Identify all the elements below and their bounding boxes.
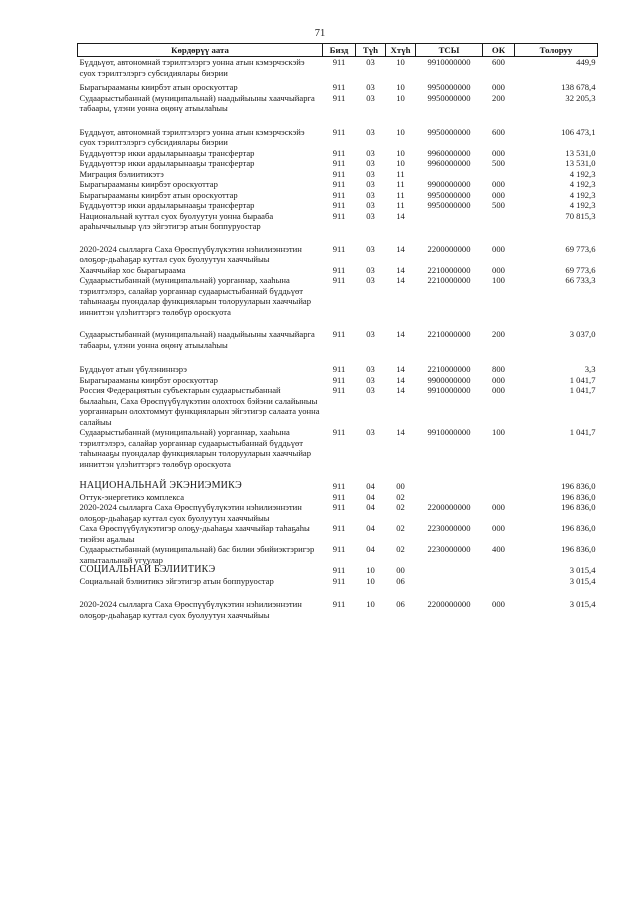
row-expense-type: 000 — [492, 189, 505, 200]
row-amount: 3 015,4 — [569, 575, 596, 586]
row-amount: 66 733,3 — [565, 275, 596, 285]
row-target-article: 9950000000 — [427, 126, 471, 137]
row-expense-type — [483, 211, 515, 232]
row-section: 04 — [366, 481, 375, 491]
row-target-article — [416, 576, 483, 587]
row-target-article — [416, 211, 483, 232]
table-row — [78, 275, 598, 317]
row-name: Россия Федерациятын субъектарын судаарыстыбаннай былааһын, Саха Өрөспүүбүлүкэтин олохтоох бэйэни салайыныы уорганнарын олохтоммут функцияларын эйгэтигэр салаата уонна салайыы — [79, 385, 320, 427]
table-section-row — [78, 565, 598, 576]
row-expense-type: 200 — [492, 329, 505, 339]
table-row — [78, 350, 598, 375]
row-expense-type: 000 — [492, 374, 505, 385]
row-name: НАЦИОНАЛЬНАЙ ЭКЭНИЭМИКЭ — [79, 480, 242, 491]
row-section: 03 — [366, 329, 375, 339]
row-expense-type: 600 — [492, 126, 505, 137]
row-section: 04 — [366, 502, 375, 512]
table-row — [78, 265, 598, 276]
row-subsection: 14 — [396, 264, 405, 275]
row-target-article — [416, 565, 483, 576]
row-section: 03 — [366, 275, 375, 285]
row-subsection: 00 — [396, 481, 405, 491]
row-vedomstvo: 911 — [332, 92, 346, 103]
row-expense-type: 000 — [492, 82, 505, 92]
row-target-article: 9950000000 — [427, 82, 471, 92]
row-target-article: 2210000000 — [427, 264, 471, 275]
row-expense-type — [483, 492, 515, 503]
table-row — [78, 544, 598, 565]
table-row — [78, 179, 598, 190]
row-subsection: 00 — [396, 565, 405, 575]
row-target-article: 9960000000 — [427, 147, 471, 158]
table-row — [78, 375, 598, 386]
row-subsection: 14 — [396, 275, 405, 285]
header-tuh: Түһ — [356, 44, 386, 57]
row-section: 03 — [366, 364, 375, 374]
row-name: Судаарыстыбаннай (муниципальнай) бас билии эбийиэктэригэр хапытаалынай угуулар — [79, 544, 315, 565]
row-section: 03 — [366, 243, 375, 254]
row-target-article — [416, 469, 483, 492]
table-row — [78, 211, 598, 232]
row-expense-type: 000 — [492, 264, 505, 275]
table-row — [78, 93, 598, 114]
row-amount: 196 836,0 — [561, 481, 596, 491]
header-amount: Толоруу — [515, 44, 598, 57]
row-amount: 3 015,4 — [569, 565, 596, 575]
row-name: Бүддьүөт, автономнай тэрилтэлэргэ уонна атын кэмэрчэскэйэ суох тэрилтэлэргэ субсидиялары биэрии — [79, 57, 305, 78]
row-section: 03 — [366, 264, 375, 275]
row-expense-type: 100 — [492, 275, 505, 285]
row-name: Бүддьүөт, автономнай тэрилтэлэргэ уонна атын кэмэрчэскэйэ суох тэрилтэлэргэ субсидиялары биэрии — [79, 126, 305, 147]
row-vedomstvo: 911 — [332, 364, 346, 374]
row-section: 03 — [366, 210, 375, 221]
row-amount: 13 531,0 — [565, 158, 596, 168]
row-subsection: 02 — [396, 491, 405, 502]
row-target-article: 2200000000 — [427, 243, 471, 254]
row-vedomstvo: 911 — [332, 575, 346, 586]
row-expense-type — [483, 565, 515, 576]
row-subsection: 02 — [396, 523, 405, 533]
row-target-article: 9950000000 — [427, 92, 471, 103]
row-section: 03 — [366, 57, 375, 67]
row-target-article: 2230000000 — [427, 523, 471, 533]
row-expense-type: 100 — [492, 427, 505, 437]
row-section: 03 — [366, 126, 375, 137]
row-subsection: 11 — [396, 168, 405, 179]
row-amount: 449,9 — [576, 57, 596, 67]
row-name: Бырагырааманы киирбэт ороскуоттар — [79, 374, 218, 385]
row-amount: 3,3 — [584, 364, 596, 374]
row-name: Хааччыйар хос бырагыраама — [79, 264, 186, 275]
row-subsection: 06 — [396, 599, 405, 609]
row-name: Судаарыстыбаннай (муниципальнай) уорганнар, хааһына тэрилтэлэрэ, салайар уорганнар судаарыстыбаннай бүддьүөт таһынааҕы пуондалар функцияларын толорууларын хааччыйар инниттэн үлэһиттэргэ төлөбүр ороскуота — [79, 275, 312, 317]
row-amount: 32 205,3 — [565, 92, 596, 103]
table-row — [78, 78, 598, 93]
row-name: Бүддьүөт атын үбүлэниннэрэ — [79, 364, 187, 374]
row-section: 04 — [366, 523, 375, 533]
row-amount: 4 192,3 — [569, 168, 596, 179]
row-section: 03 — [366, 374, 375, 385]
row-subsection: 10 — [396, 126, 405, 137]
row-vedomstvo: 911 — [332, 385, 346, 395]
row-name: Бырагырааманы киирбэт атын ороскуоттар — [79, 82, 238, 92]
row-expense-type: 500 — [492, 200, 505, 210]
row-subsection: 10 — [396, 147, 405, 158]
table-row — [78, 232, 598, 265]
row-expense-type: 600 — [492, 57, 505, 67]
row-name: Национальнай куттал суох буолуутун уонна бырааба араһыччылыыр үлэ эйгэтигэр атын боппуруостар — [79, 210, 274, 231]
table-row — [78, 148, 598, 159]
row-section: 10 — [366, 575, 375, 586]
row-amount: 70 815,3 — [565, 210, 596, 221]
row-amount: 196 836,0 — [561, 502, 596, 512]
row-subsection: 14 — [396, 210, 405, 221]
row-amount: 1 041,7 — [569, 427, 596, 437]
row-name: Бүддьүөттэр икки ардыларынааҕы трансфертар — [79, 200, 255, 210]
row-vedomstvo: 911 — [332, 168, 346, 179]
row-section: 04 — [366, 544, 375, 554]
row-name: 2020-2024 сылларга Саха Өрөспүүбүлүкэтин нэһилиэннэтин олоҕор-дьаһаҕар куттал суох буолуутун хааччыйыы — [79, 502, 302, 523]
row-name: Оттук-энергетикэ комплекса — [79, 491, 185, 502]
row-name: Миграция бэлиитикэтэ — [79, 168, 164, 179]
row-vedomstvo: 911 — [332, 275, 346, 285]
row-vedomstvo: 911 — [332, 481, 346, 491]
row-name: Судаарыстыбаннай (муниципальнай) уорганнар, хааһына тэрилтэлэрэ, салайар уорганнар судаарыстыбаннай бүддьүөт таһынааҕы пуондалар функцияларын толорууларын хааччыйар инниттэн үлэһиттэргэ төлөбүр ороскуота — [79, 427, 312, 469]
row-target-article — [416, 169, 483, 180]
row-name: Бүддьүөттэр икки ардыларынааҕы трансфертар — [79, 147, 255, 158]
table-row — [78, 502, 598, 523]
row-subsection: 10 — [396, 92, 405, 103]
row-amount: 4 192,3 — [569, 189, 596, 200]
row-subsection: 11 — [396, 189, 405, 200]
row-section: 04 — [366, 491, 375, 502]
row-subsection: 14 — [396, 427, 405, 437]
row-vedomstvo: 911 — [332, 57, 346, 67]
row-vedomstvo: 911 — [332, 126, 346, 137]
row-name: Бырагырааманы киирбэт ороскуоттар — [79, 179, 218, 189]
row-amount: 3 037,0 — [569, 329, 596, 339]
table-row — [78, 586, 598, 620]
row-vedomstvo: 911 — [332, 374, 346, 385]
row-expense-type — [483, 169, 515, 180]
row-amount: 13 531,0 — [565, 147, 596, 158]
row-section: 10 — [366, 599, 375, 609]
row-section: 03 — [366, 82, 375, 92]
row-target-article: 2210000000 — [427, 275, 471, 285]
row-vedomstvo: 911 — [332, 565, 346, 575]
row-amount: 106 473,1 — [561, 126, 596, 137]
row-expense-type: 000 — [492, 147, 505, 158]
budget-table — [77, 43, 598, 620]
table-row — [78, 523, 598, 544]
row-expense-type: 000 — [492, 523, 505, 533]
row-vedomstvo: 911 — [332, 329, 346, 339]
row-expense-type: 800 — [492, 364, 505, 374]
header-ok: ОК — [483, 44, 515, 57]
row-amount: 69 773,6 — [565, 264, 596, 275]
row-subsection: 10 — [396, 57, 405, 67]
row-amount: 196 836,0 — [561, 491, 596, 502]
row-name: 2020-2024 сылларга Саха Өрөспүүбүлүкэтин нэһилиэннэтин олоҕор-дьаһаҕар куттал суох буолуутун хааччыйыы — [79, 599, 302, 620]
row-subsection: 14 — [396, 385, 405, 395]
row-vedomstvo: 911 — [332, 427, 346, 437]
row-vedomstvo: 911 — [332, 179, 346, 189]
row-vedomstvo: 911 — [332, 523, 346, 533]
row-amount: 196 836,0 — [561, 544, 596, 554]
row-expense-type: 000 — [492, 599, 505, 609]
row-name: Судаарыстыбаннай (муниципальнай) наадыйыыны хааччыйарга табаары, үлэни уонна өңөнү атыылаһыы — [79, 329, 315, 350]
row-expense-type: 000 — [492, 243, 505, 254]
row-expense-type: 000 — [492, 385, 505, 395]
header-tsy: ТСЫ — [416, 44, 483, 57]
header-xtuh: Хтүһ — [386, 44, 416, 57]
row-vedomstvo: 911 — [332, 544, 346, 554]
row-target-article — [416, 492, 483, 503]
row-vedomstvo: 911 — [332, 243, 346, 254]
row-expense-type: 400 — [492, 544, 505, 554]
row-vedomstvo: 911 — [332, 264, 346, 275]
table-body — [78, 57, 598, 621]
row-subsection: 14 — [396, 243, 405, 254]
row-subsection: 10 — [396, 82, 405, 92]
row-section: 03 — [366, 385, 375, 395]
row-expense-type: 200 — [492, 92, 505, 103]
row-subsection: 10 — [396, 158, 405, 168]
table-section-row — [78, 469, 598, 492]
row-section: 03 — [366, 147, 375, 158]
header-indicator-name: Көрдөрүү аата — [78, 44, 323, 57]
table-row — [78, 576, 598, 587]
row-section: 03 — [366, 427, 375, 437]
row-amount: 1 041,7 — [569, 385, 596, 395]
row-section: 03 — [366, 158, 375, 168]
row-target-article: 2210000000 — [427, 364, 471, 374]
row-target-article: 9910000000 — [427, 57, 471, 67]
table-row — [78, 317, 598, 350]
table-row — [78, 158, 598, 169]
row-expense-type — [483, 576, 515, 587]
row-subsection: 14 — [396, 374, 405, 385]
table-row — [78, 385, 598, 427]
row-vedomstvo: 911 — [332, 200, 346, 210]
row-name: Бүддьүөттэр икки ардыларынааҕы трансфертар — [79, 158, 255, 168]
row-subsection: 02 — [396, 544, 405, 554]
table-row — [78, 190, 598, 201]
table-header-row — [78, 44, 598, 57]
row-target-article: 9960000000 — [427, 158, 471, 168]
table-row — [78, 57, 598, 79]
row-target-article: 2200000000 — [427, 599, 471, 609]
row-section: 03 — [366, 179, 375, 189]
row-amount: 196 836,0 — [561, 523, 596, 533]
row-amount: 4 192,3 — [569, 179, 596, 189]
row-name: СОЦИАЛЬНАЙ БЭЛИИТИКЭ — [79, 564, 216, 575]
row-amount: 138 678,4 — [561, 82, 596, 92]
row-target-article: 9900000000 — [427, 374, 471, 385]
row-vedomstvo: 911 — [332, 210, 346, 221]
row-name: Социальнай бэлиитикэ эйгэтигэр атын боппуруостар — [79, 575, 274, 586]
row-target-article: 2230000000 — [427, 544, 471, 554]
row-name: 2020-2024 сылларга Саха Өрөспүүбүлүкэтин нэһилиэннэтин олоҕор-дьаһаҕар куттал суох буолуутун хааччыйыы — [79, 243, 302, 264]
row-vedomstvo: 911 — [332, 189, 346, 200]
table-row — [78, 492, 598, 503]
row-amount: 3 015,4 — [569, 599, 596, 609]
row-section: 03 — [366, 92, 375, 103]
row-target-article: 9910000000 — [427, 385, 471, 395]
row-subsection: 02 — [396, 502, 405, 512]
page-number: 71 — [314, 28, 326, 39]
table-row — [78, 200, 598, 211]
row-vedomstvo: 911 — [332, 158, 346, 168]
row-section: 03 — [366, 168, 375, 179]
row-amount: 4 192,3 — [569, 200, 596, 210]
row-vedomstvo: 911 — [332, 82, 346, 92]
row-section: 03 — [366, 189, 375, 200]
row-expense-type: 000 — [492, 502, 505, 512]
row-subsection: 14 — [396, 329, 405, 339]
row-expense-type: 500 — [492, 158, 505, 168]
header-bizd: Бизд — [323, 44, 356, 57]
row-name: Саха Өрөспүүбүлүкэтигэр олоҕу-дьаһаҕы хааччыйар таһаҕаһы тиэйэн аҕалыы — [79, 523, 310, 544]
row-subsection: 11 — [396, 200, 405, 210]
row-subsection: 14 — [396, 364, 405, 374]
table-row — [78, 169, 598, 180]
row-subsection: 11 — [396, 179, 405, 189]
row-subsection: 06 — [396, 575, 405, 586]
row-amount: 1 041,7 — [569, 374, 596, 385]
row-target-article: 9910000000 — [427, 427, 471, 437]
row-target-article: 2210000000 — [427, 329, 471, 339]
row-section: 10 — [366, 565, 375, 575]
table-row — [78, 427, 598, 469]
row-vedomstvo: 911 — [332, 491, 346, 502]
row-name: Бырагырааманы киирбэт атын ороскуоттар — [79, 189, 238, 200]
table-row — [78, 114, 598, 148]
row-name: Судаарыстыбаннай (муниципальнай) наадыйыыны хааччыйарга табаары, үлэни уонна өңөнү атыылаһыы — [79, 92, 315, 113]
row-section: 03 — [366, 200, 375, 210]
row-target-article: 9950000000 — [427, 189, 471, 200]
row-target-article: 9900000000 — [427, 179, 471, 189]
row-vedomstvo: 911 — [332, 502, 346, 512]
row-vedomstvo: 911 — [332, 147, 346, 158]
row-amount: 69 773,6 — [565, 243, 596, 254]
row-target-article: 2200000000 — [427, 502, 471, 512]
row-expense-type — [483, 469, 515, 492]
row-expense-type: 000 — [492, 179, 505, 189]
row-target-article: 9950000000 — [427, 200, 471, 210]
row-vedomstvo: 911 — [332, 599, 346, 609]
